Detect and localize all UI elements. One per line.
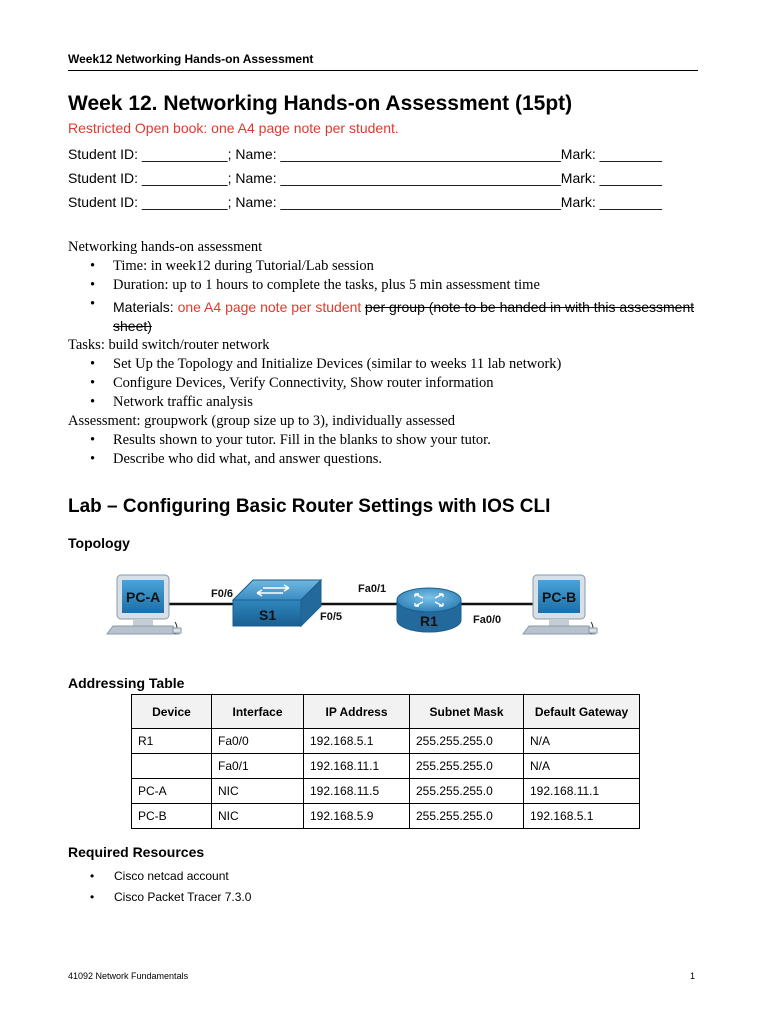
addressing-table: [131, 694, 640, 829]
student-line-1: Student ID: ___________; Name: ____________________________________Mark: ________: [68, 146, 662, 162]
switch-s1-label: S1: [259, 607, 277, 623]
column-header: Device: [132, 695, 212, 729]
pc-b-label: PC-B: [542, 589, 577, 605]
topology-diagram: [93, 562, 703, 652]
table-row: [132, 729, 640, 754]
table-row: [132, 804, 640, 829]
router-r1-label: R1: [420, 613, 438, 629]
footer-course: 41092 Network Fundamentals: [68, 971, 189, 981]
table-cell: 255.255.255.0: [410, 754, 524, 779]
column-header: Interface: [212, 695, 304, 729]
table-cell: Fa0/1: [212, 754, 304, 779]
interface-label-f06: F0/6: [211, 588, 234, 600]
table-header-row: [132, 695, 640, 729]
table-cell: R1: [132, 729, 212, 754]
column-header: IP Address: [304, 695, 410, 729]
table-cell: 255.255.255.0: [410, 729, 524, 754]
pc-a-label: PC-A: [126, 589, 161, 605]
resources-list: [90, 866, 251, 908]
table-cell: 192.168.11.5: [304, 779, 410, 804]
table-cell: PC-B: [132, 804, 212, 829]
intro-bullets: [68, 257, 708, 336]
student-line-2: Student ID: ___________; Name: ____________________________________Mark: ________: [68, 170, 662, 186]
open-book-note: Restricted Open book: one A4 page note per student.: [68, 120, 399, 136]
lab-title: Lab – Configuring Basic Router Settings with IOS CLI: [68, 496, 551, 517]
table-cell: Fa0/0: [212, 729, 304, 754]
table-cell: NIC: [212, 779, 304, 804]
interface-label-fa01: Fa0/1: [358, 583, 387, 595]
intro-heading: Networking hands-on assessment: [68, 239, 263, 255]
task-item: • Set Up the Topology and Initialize Devices (similar to weeks 11 lab network): [113, 355, 708, 374]
table-cell: 192.168.5.1: [304, 729, 410, 754]
assessment-item: • Describe who did what, and answer questions.: [113, 450, 708, 469]
materials-struck-text: per group (note to be handed in with this assessment sheet): [113, 299, 695, 334]
addressing-table-heading: Addressing Table: [68, 675, 185, 691]
interface-label-fa00: Fa0/0: [473, 614, 502, 626]
task-item: • Network traffic analysis: [113, 393, 708, 412]
table-row: [132, 754, 640, 779]
table-cell: 192.168.11.1: [304, 754, 410, 779]
table-cell: N/A: [524, 754, 640, 779]
table-cell: 255.255.255.0: [410, 804, 524, 829]
table-cell: PC-A: [132, 779, 212, 804]
column-header: Subnet Mask: [410, 695, 524, 729]
table-row: [132, 779, 640, 804]
interface-label-f05: F0/5: [320, 611, 343, 623]
switch-s1-icon: [233, 580, 321, 626]
table-cell: 255.255.255.0: [410, 779, 524, 804]
tasks-list: [68, 355, 708, 412]
topology-heading: Topology: [68, 535, 130, 551]
resource-item: • Cisco netcad account: [90, 866, 251, 887]
resource-item: • Cisco Packet Tracer 7.3.0: [90, 887, 251, 908]
column-header: Default Gateway: [524, 695, 640, 729]
bullet-duration: • Duration: up to 1 hours to complete the tasks, plus 5 min assessment time: [113, 276, 708, 295]
page-title: Week 12. Networking Hands-on Assessment (15pt): [68, 92, 573, 115]
table-cell: N/A: [524, 729, 640, 754]
resources-heading: Required Resources: [68, 844, 205, 860]
tasks-heading: Tasks: build switch/router network: [68, 337, 270, 353]
assessment-info: [68, 238, 708, 469]
page-number: 1: [690, 971, 696, 981]
assessment-list: [68, 431, 708, 469]
table-cell: [132, 754, 212, 779]
materials-requirement: one A4 page note per student: [177, 299, 362, 315]
student-line-3: Student ID: ___________; Name: ____________________________________Mark: ________: [68, 194, 662, 210]
bullet-time: • Time: in week12 during Tutorial/Lab session: [113, 257, 708, 276]
page-header: Week12 Networking Hands-on Assessment: [68, 52, 698, 71]
table-cell: 192.168.5.1: [524, 804, 640, 829]
task-item: • Configure Devices, Verify Connectivity, Show router information: [113, 374, 708, 393]
table-cell: NIC: [212, 804, 304, 829]
assessment-heading: Assessment: groupwork (group size up to 3), individually assessed: [68, 413, 456, 429]
assessment-item: • Results shown to your tutor. Fill in the blanks to show your tutor.: [113, 431, 708, 450]
bullet-materials: [113, 295, 708, 336]
materials-label: Materials:: [113, 299, 178, 315]
table-cell: 192.168.5.9: [304, 804, 410, 829]
table-cell: 192.168.11.1: [524, 779, 640, 804]
